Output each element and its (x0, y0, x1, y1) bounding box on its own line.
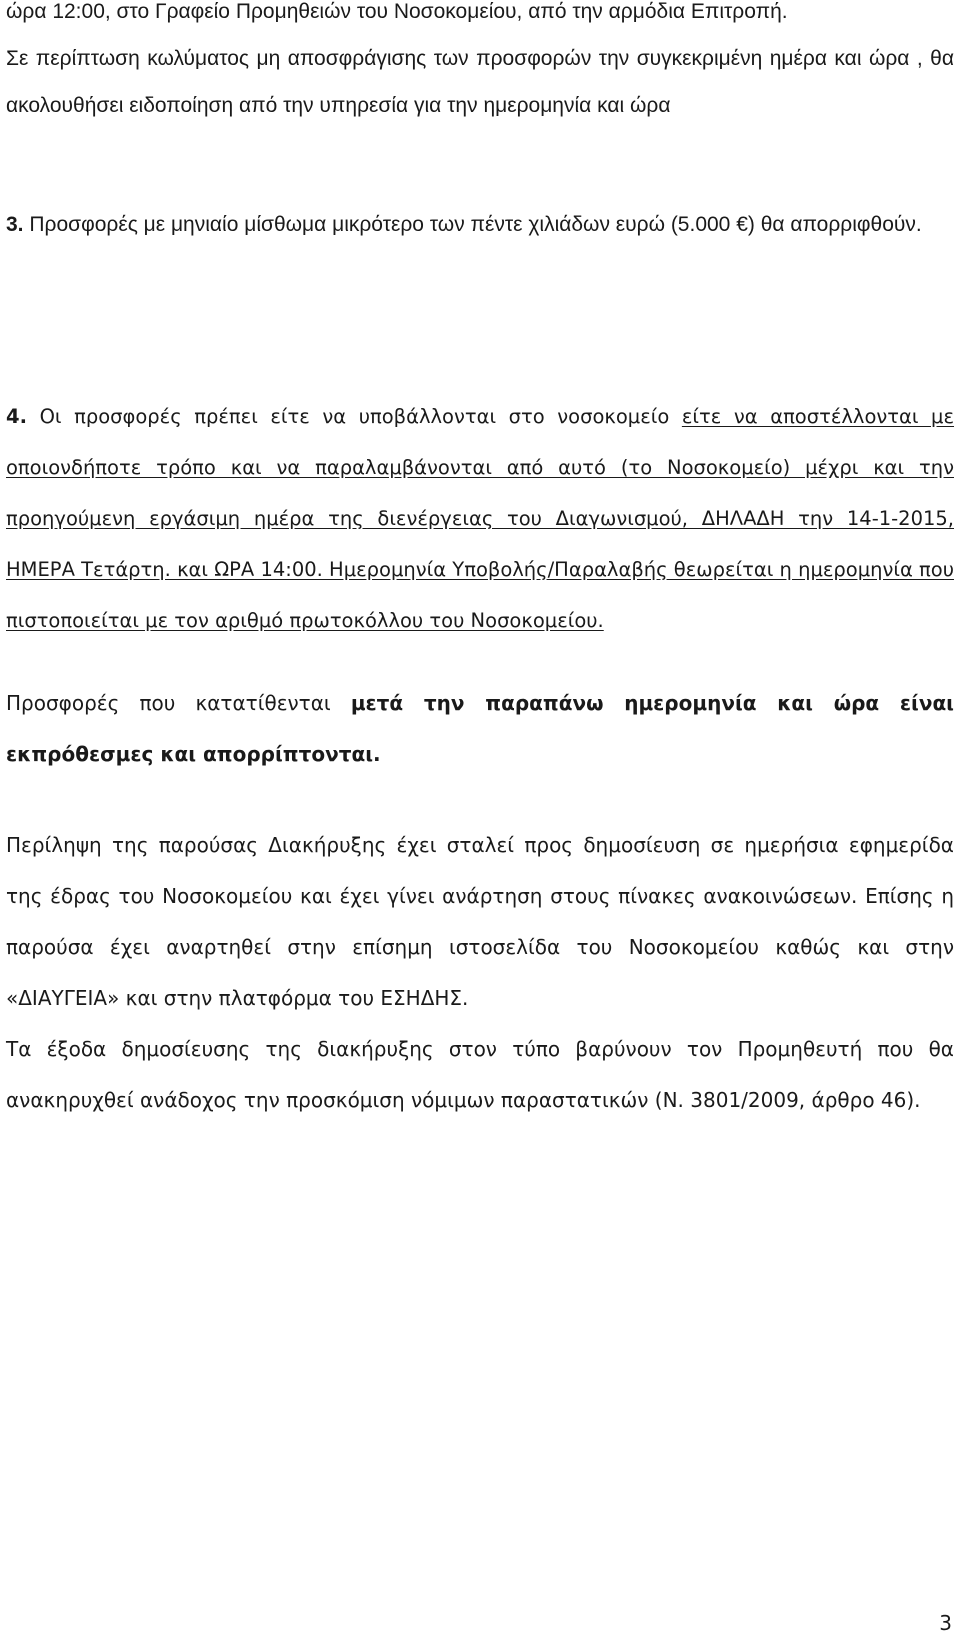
item-3-paragraph (6, 201, 954, 248)
intro-line-1: ώρα 12:00, στο Γραφείο Προμηθειών του Νοσοκομείου, από την αρμόδια Επιτροπή. (6, 0, 788, 23)
item-3-number: 3. (6, 213, 24, 236)
intro-line-2: Σε περίπτωση κωλύματος μη αποσφράγισης των προσφορών την συγκεκριμένη ημέρα και ώρα , θα ακολουθήσει ειδοποίηση από την υπηρεσία για την ημερομηνία και ώρα (6, 47, 954, 117)
summary-paragraph: Περίληψη της παρούσας Διακήρυξης έχει σταλεί προς δημοσίευση σε ημερήσια εφημερίδα της έδρας του Νοσοκομείου και έχει γίνει ανάρτηση στους πίνακες ανακοινώσεων. Επίσης η παρούσα έχει αναρτηθεί στην επίσημη ιστοσελίδα του Νοσοκομείου καθώς και στην «ΔΙΑΥΓΕΙΑ» και στην πλατφόρμα του ΕΣΗΔΗΣ. (6, 833, 954, 1010)
intro-paragraph (6, 0, 954, 129)
costs-paragraph: Τα έξοδα δημοσίευσης της διακήρυξης στον τύπο βαρύνουν τον Προμηθευτή που θα ανακηρυχθεί ανάδοχος την προσκόμιση νόμιμων παραστατικών (Ν. 3801/2009, άρθρο 46). (6, 1037, 954, 1112)
item-3-text: Προσφορές με μηνιαίο μίσθωμα μικρότερο των πέντε χιλιάδων ευρώ (5.000 €) θα απορριφθούν. (23, 213, 922, 236)
item-4-underlined-text: είτε να αποστέλλονται με οποιονδήποτε τρόπο και να παραλαμβάνονται από αυτό (το Νοσοκομείο) μέχρι και την προηγούμενη εργάσιμη ημέρα της διενέργειας του Διαγωνισμού, ΔΗΛΑΔΗ την 14-1-2015, ΗΜΕΡΑ Τετάρτη. και ΩΡΑ 14:00. Ημερομηνία Υποβολής/Παραλαβής θεωρείται η ημερομηνία που πιστοποιείται με τον αριθμό πρωτοκόλλου του Νοσοκομείου. (6, 405, 955, 632)
late-note-bold-text: μετά την παραπάνω ημερομηνία και ώρα είναι εκπρόθεσμες και απορρίπτονται. (6, 691, 954, 766)
late-note-text: Προσφορές που κατατίθενται (6, 691, 351, 715)
late-offers-note (6, 678, 954, 780)
page-number: 3 (939, 1611, 952, 1635)
item-4-number: 4. (6, 405, 27, 428)
item-4-text: Οι προσφορές πρέπει είτε να υποβάλλονται στο νοσοκομείο (26, 405, 682, 428)
item-4-paragraph (6, 391, 954, 646)
